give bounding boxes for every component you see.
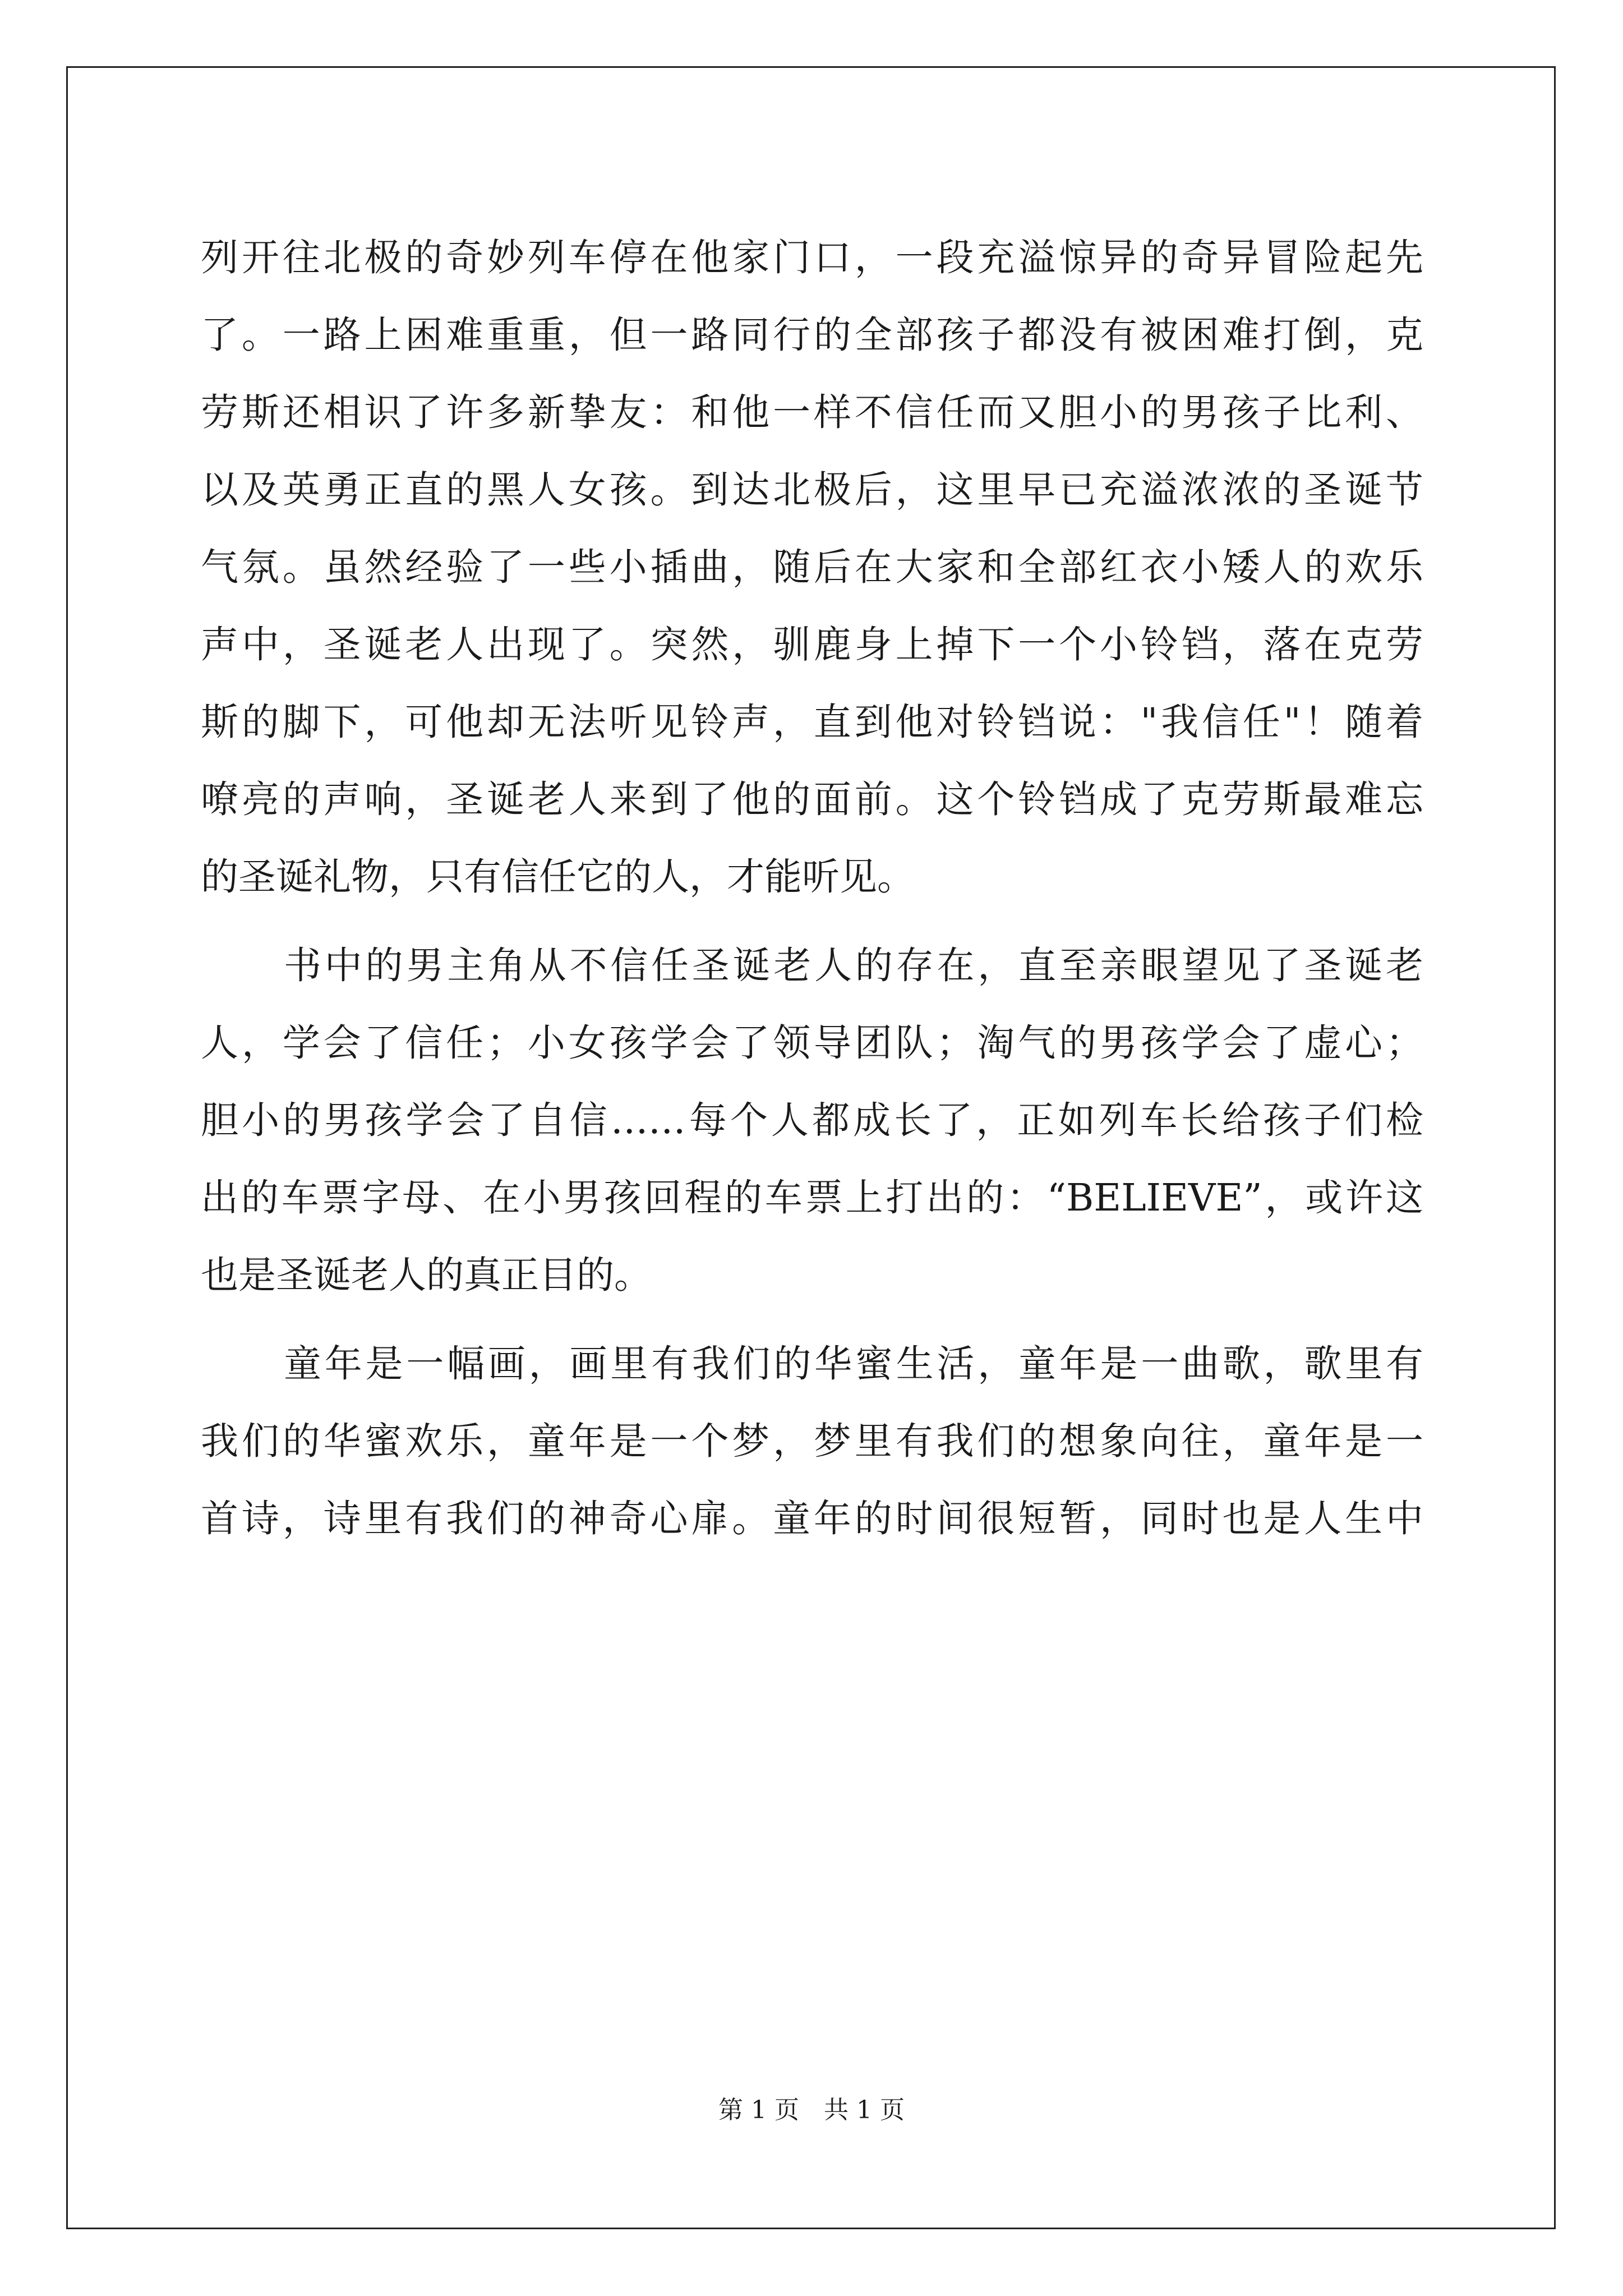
page-number-footer: 第 1 页 共 1 页 (718, 2096, 905, 2124)
text-line: 童年是一幅画，画里有我们的华蜜生活，童年是一曲歌，歌里有 (284, 1342, 1423, 1386)
text-line: 书中的男主角从不信任圣诞老人的存在，直至亲眼望见了圣诞老 (284, 944, 1423, 987)
text-line: 胆小的男孩学会了自信……每个人都成长了，正如列车长给孩子们检 (201, 1098, 1423, 1142)
paragraph (201, 219, 1423, 915)
text-line: 以及英勇正直的黑人女孩。到达北极后，这里早已充溢浓浓的圣诞节 (201, 468, 1423, 512)
text-line: 气氛。虽然经验了一些小插曲，随后在大家和全部红衣小矮人的欢乐 (201, 545, 1423, 589)
text-line: 人，学会了信任；小女孩学会了领导团队；淘气的男孩学会了虚心； (201, 1021, 1423, 1065)
paragraph-gap (201, 915, 1423, 927)
text-line: 嘹亮的声响，圣诞老人来到了他的面前。这个铃铛成了克劳斯最难忘 (201, 777, 1423, 821)
paragraph (201, 927, 1423, 1314)
text-line: 劳斯还相识了许多新挚友：和他一样不信任而又胆小的男孩子比利、 (201, 390, 1423, 434)
text-line: 也是圣诞老人的真正目的。 (201, 1253, 652, 1297)
text-line: 了。一路上困难重重，但一路同行的全部孩子都没有被困难打倒，克 (201, 313, 1423, 357)
text-line: 出的车票字母、在小男孩回程的车票上打出的：“BELIEVE”，或许这 (201, 1176, 1423, 1220)
paragraph (201, 1325, 1423, 1557)
text-line: 首诗，诗里有我们的神奇心扉。童年的时间很短暂，同时也是人生中 (201, 1497, 1423, 1540)
text-line: 声中，圣诞老人出现了。突然，驯鹿身上掉下一个小铃铛，落在克劳 (201, 623, 1423, 666)
text-line: 的圣诞礼物，只有信任它的人，才能听见。 (201, 855, 915, 899)
text-line: 我们的华蜜欢乐，童年是一个梦，梦里有我们的想象向往，童年是一 (201, 1419, 1423, 1463)
paragraph-gap (201, 1314, 1423, 1325)
text-line: 斯的脚下，可他却无法听见铃声，直到他对铃铛说："我信任"！随着 (201, 700, 1423, 744)
document-body (201, 219, 1423, 1557)
text-line: 列开往北极的奇妙列车停在他家门口，一段充溢惊异的奇异冒险起先 (201, 236, 1423, 279)
